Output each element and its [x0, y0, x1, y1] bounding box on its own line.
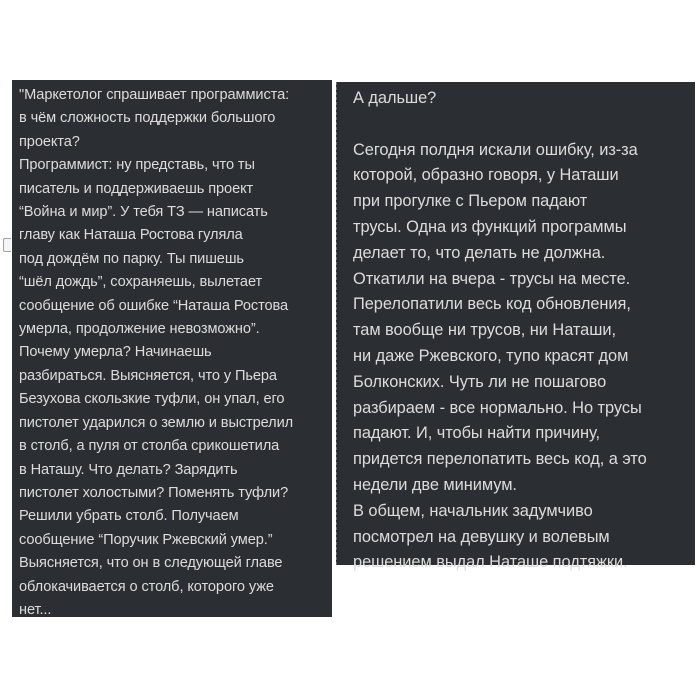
- left-line: в Наташу. Что делать? Зарядить: [19, 461, 238, 478]
- left-line: в столб, а пуля от столба срикошетила: [19, 438, 280, 455]
- right-line: падают. И, чтобы найти причину,: [353, 424, 600, 443]
- left-line: “Война и мир”. У тебя ТЗ — написать: [19, 204, 268, 221]
- left-line: пистолет ударился о землю и выстрелил: [19, 414, 294, 431]
- left-text-panel: [12, 80, 332, 617]
- right-line: Перелопатили весь код обновления,: [353, 295, 631, 314]
- right-line: Болконских. Чуть ли не пошагово: [353, 372, 607, 391]
- right-line: посмотрел на девушку и волевым: [353, 527, 610, 546]
- right-line: трусы. Одна из функций программы: [353, 217, 627, 236]
- left-line: сообщение об ошибке “Наташа Ростова: [19, 297, 289, 314]
- right-line: А дальше?: [353, 89, 437, 107]
- left-line: Решили убрать столб. Получаем: [19, 508, 239, 525]
- right-line: там вообще ни трусов, ни Наташи,: [353, 321, 616, 340]
- left-line: облокачивается о столб, которого уже: [19, 578, 274, 595]
- left-line: в чём сложность поддержки большого: [19, 110, 276, 127]
- left-line: умерла, продолжение невозможно”.: [19, 321, 260, 338]
- left-line: Программист: ну представь, что ты: [19, 157, 255, 174]
- right-line: В общем, начальник задумчиво: [353, 501, 593, 520]
- left-line: Безухова скользкие туфли, он упал, его: [19, 391, 285, 408]
- left-line: пистолет холостыми? Поменять туфли?: [19, 484, 289, 501]
- left-line: "Маркетолог спрашивает программиста:: [19, 87, 290, 103]
- left-line: главу как Наташа Ростова гуляла: [19, 227, 243, 244]
- right-line: Сегодня полдня искали ошибку, из-за: [353, 140, 638, 159]
- left-line: нет...: [19, 601, 52, 618]
- paragraph-gap: [353, 112, 687, 138]
- right-line: придется перелопатить весь код, а это: [353, 450, 647, 469]
- right-line: при прогулке с Пьером падают: [353, 192, 588, 211]
- left-line: Почему умерла? Начинаешь: [19, 344, 212, 361]
- right-text-panel: [336, 82, 695, 572]
- left-line: “шёл дождь”, сохраняешь, вылетает: [19, 274, 263, 291]
- left-line: сообщение “Поручик Ржевский умер.”: [19, 531, 273, 548]
- right-line: ни даже Ржевского, тупо красят дом: [353, 346, 629, 365]
- left-line: проекта?: [19, 133, 80, 150]
- left-line: разбираться. Выясняется, что у Пьера: [19, 367, 277, 384]
- right-line: делает то, что делать не должна.: [353, 243, 606, 262]
- right-line: разбираем - все нормально. Но трусы: [353, 398, 642, 417]
- right-line: Откатили на вчера - трусы на месте.: [353, 269, 631, 288]
- right-line: которой, образно говоря, у Наташи: [353, 166, 619, 185]
- left-line: Выясняется, что он в следующей главе: [19, 555, 283, 572]
- left-line: под дождём по парку. Ты пишешь: [19, 250, 244, 267]
- right-line: решением выдал Наташе подтяжки.: [353, 553, 628, 572]
- resize-handle[interactable]: [3, 238, 11, 252]
- left-line: писатель и поддерживаешь проект: [19, 180, 254, 197]
- right-line: недели две минимум.: [353, 475, 517, 494]
